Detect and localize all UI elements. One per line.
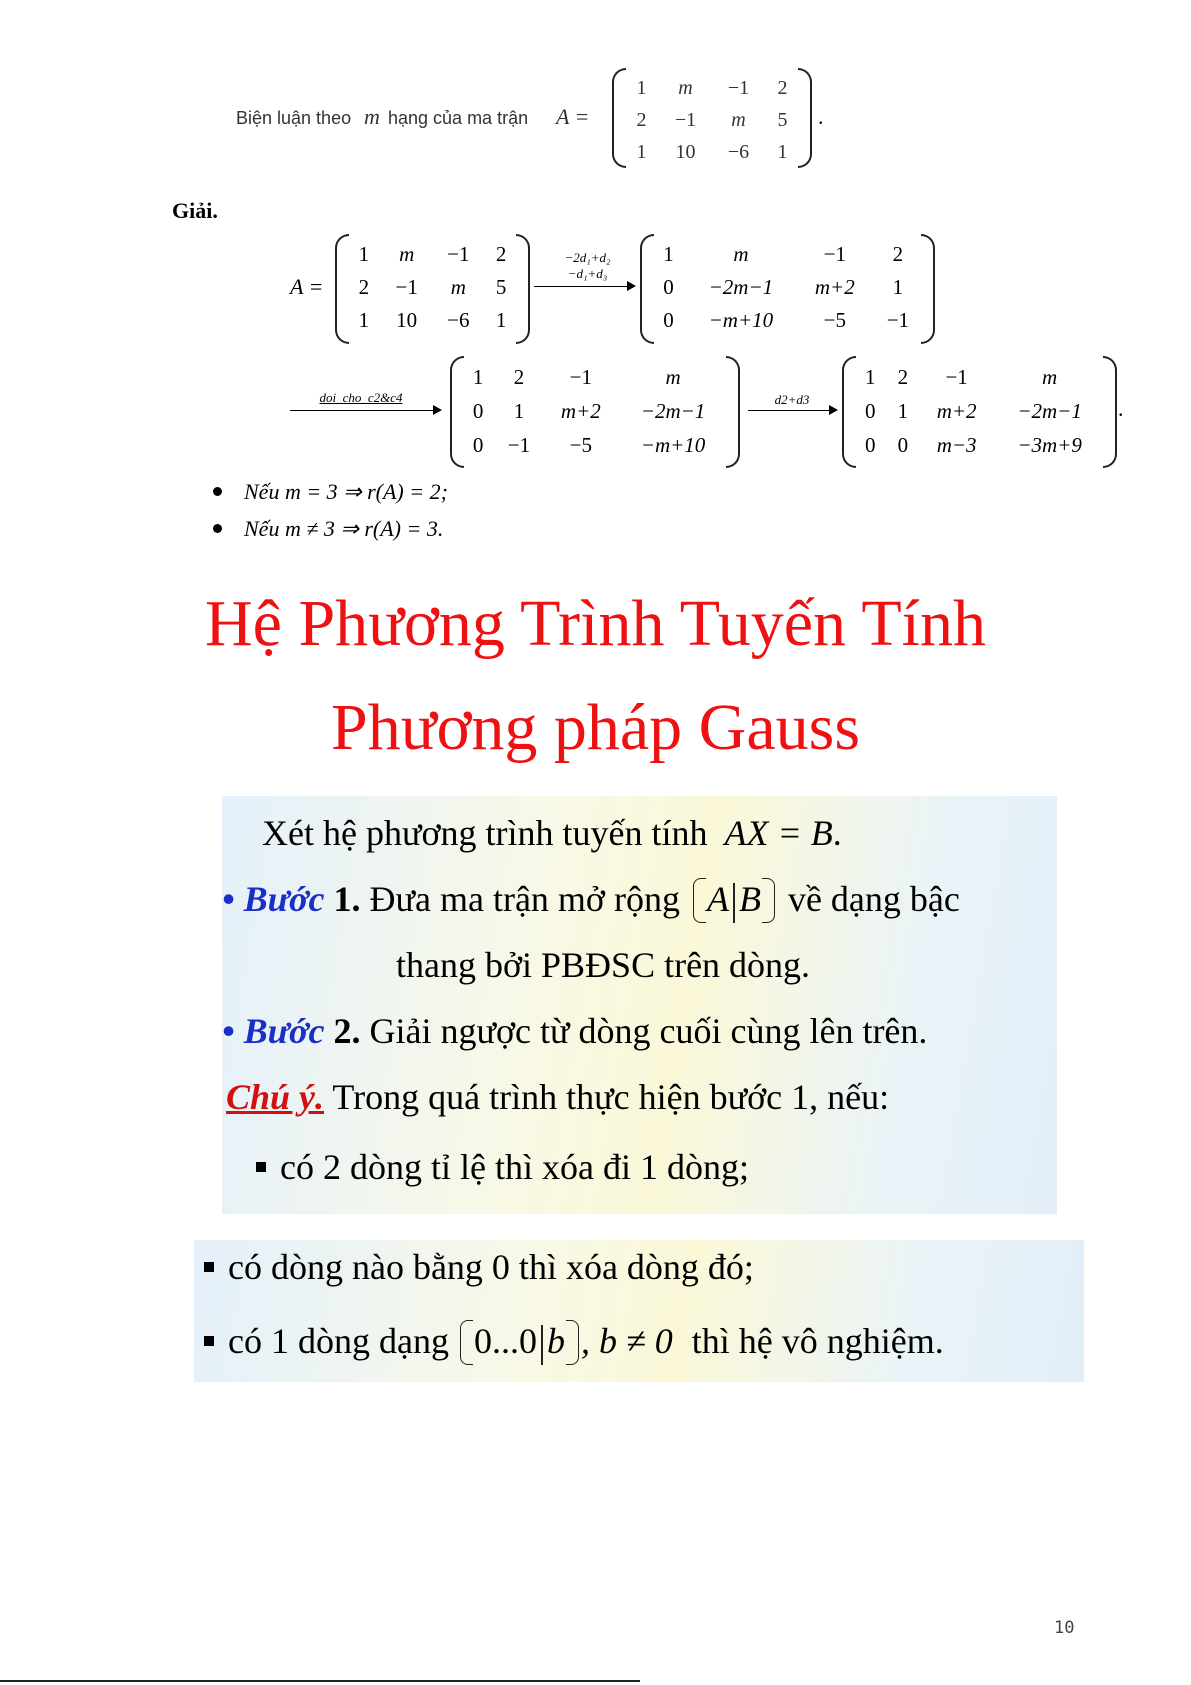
matrix-cell: 2 <box>636 109 647 131</box>
matrix-cell: m <box>399 242 415 266</box>
footer-rule <box>0 1680 640 1682</box>
gauss-method-panel <box>222 796 1057 1214</box>
step-1-number: 1. <box>333 879 361 919</box>
rhs-b: b <box>546 1321 565 1361</box>
case-1 <box>213 479 448 505</box>
solution-heading: Giải. <box>172 198 218 223</box>
op2-label: doi_cho_c2&c4 <box>319 390 403 405</box>
matrix-cell: 0 <box>663 308 674 332</box>
matrix-cell: 2 <box>892 242 904 266</box>
matrix-cell: 0 <box>897 433 909 457</box>
intro-text: Xét hệ phương trình tuyến tính <box>262 813 708 853</box>
matrix-cell: −1 <box>447 242 470 266</box>
step-1 <box>222 878 960 923</box>
matrix-cell: 1 <box>358 308 370 332</box>
section-subtitle: Phương pháp Gauss <box>331 691 860 764</box>
matrix-cell: 1 <box>777 141 788 163</box>
note-label: Chú ý. <box>226 1077 325 1117</box>
intro-end: . <box>832 813 842 853</box>
intro-equation: AX = B <box>724 813 833 853</box>
matrix-cell: −1 <box>507 433 531 457</box>
problem-var: m <box>364 104 380 129</box>
op1-bottom-label: −d₁+d₃ <box>567 266 608 281</box>
rule-3-condition: , b ≠ 0 <box>580 1321 673 1361</box>
matrix-cell: 0 <box>865 433 876 457</box>
rule-3-text: có 1 dòng dạng <box>228 1321 449 1361</box>
matrix-cell: m <box>1042 365 1058 389</box>
matrix-cell: −2m−1 <box>1017 399 1082 423</box>
solution-lhs: A = <box>290 274 324 299</box>
matrix-cell: 1 <box>897 399 909 423</box>
matrix-cell: 1 <box>358 242 370 266</box>
matrix-cell: 1 <box>636 77 647 99</box>
matrix-cell: 10 <box>675 141 696 163</box>
matrix-cell: m <box>731 109 746 131</box>
problem-matrix <box>612 68 812 168</box>
matrix-cell: 1 <box>636 141 647 163</box>
matrix-cell: −5 <box>823 308 846 332</box>
case-2 <box>213 516 443 542</box>
gauss-rules-panel <box>194 1240 1084 1382</box>
step-1-line-2: thang bởi PBĐSC trên dòng. <box>396 945 811 985</box>
matrix-cell: m <box>665 365 681 389</box>
matrix-cell: −1 <box>886 308 910 332</box>
case-2-text: Nếu m ≠ 3 ⇒ r(A) = 3. <box>244 516 444 541</box>
step-1-label: • Bước <box>222 879 325 919</box>
step-1-text-2: về dạng bậc <box>787 879 960 919</box>
matrix-B: B <box>738 879 761 919</box>
matrix-cell: 5 <box>495 275 507 299</box>
op3-label: d2+d3 <box>774 392 810 407</box>
step-2-text: Giải ngược từ dòng cuối cùng lên trên. <box>369 1011 928 1051</box>
matrix-cell: m+2 <box>936 399 977 423</box>
matrix-cell: 0 <box>472 433 484 457</box>
zero-row-matrix <box>460 1320 579 1365</box>
rule-1 <box>256 1146 749 1188</box>
problem-lhs: A = <box>556 104 590 129</box>
rule-3-text-2: thì hệ vô nghiệm. <box>691 1321 944 1361</box>
matrix-cell: m+2 <box>814 275 855 299</box>
intro-line <box>262 812 842 854</box>
matrix-cell: −1 <box>945 365 968 389</box>
op1-top-label: −2d₁+d₂ <box>564 250 611 265</box>
matrix-cell: −1 <box>727 77 750 99</box>
matrix-cell: −1 <box>674 109 697 131</box>
matrix-cell: −1 <box>395 275 418 299</box>
matrix-cell: 0 <box>663 275 674 299</box>
matrix-cell: 2 <box>358 275 370 299</box>
matrix-cell: m <box>450 275 466 299</box>
matrix-cell: −1 <box>823 242 846 266</box>
rule-1-text: có 2 dòng tỉ lệ thì xóa đi 1 dòng; <box>280 1147 749 1187</box>
note-line <box>226 1076 889 1118</box>
matrix-cell: 0 <box>472 399 484 423</box>
matrix-cell: −6 <box>447 308 470 332</box>
solution-end: . <box>1118 396 1124 421</box>
matrix-cell: 1 <box>495 308 507 332</box>
matrix-cell: m−3 <box>936 433 977 457</box>
case-1-text: Nếu m = 3 ⇒ r(A) = 2; <box>244 479 448 504</box>
matrix-cell: −2m−1 <box>708 275 774 299</box>
rule-2-text: có dòng nào bằng 0 thì xóa dòng đó; <box>228 1247 754 1287</box>
matrix-cell: 1 <box>513 399 525 423</box>
matrix-cell: −1 <box>569 365 593 389</box>
problem-text: Biện luận theo <box>236 108 352 128</box>
step-2-label: • Bước <box>222 1011 325 1051</box>
matrix-2 <box>640 234 935 344</box>
matrix-cell: 2 <box>897 365 909 389</box>
matrix-cell: −2m−1 <box>640 399 706 423</box>
matrix-A: A <box>706 879 729 919</box>
matrix-cell: −3m+9 <box>1017 433 1082 457</box>
matrix-1 <box>335 234 530 344</box>
matrix-cell: −6 <box>727 141 750 163</box>
matrix-cell: 5 <box>777 109 788 131</box>
matrix-3 <box>450 356 740 468</box>
page-number: 10 <box>1054 1618 1075 1638</box>
rule-3 <box>204 1320 944 1365</box>
problem-end: . <box>818 104 824 129</box>
step-2-number: 2. <box>333 1011 361 1051</box>
matrix-cell: 2 <box>495 242 507 266</box>
augmented-matrix <box>693 878 775 923</box>
matrix-cell: 2 <box>513 365 525 389</box>
matrix-cell: 1 <box>472 365 484 389</box>
matrix-4 <box>842 356 1117 468</box>
matrix-cell: m <box>678 77 693 99</box>
matrix-cell: 1 <box>865 365 876 389</box>
matrix-cell: 1 <box>892 275 904 299</box>
rule-2 <box>204 1246 754 1288</box>
matrix-cell: −m+10 <box>708 308 774 332</box>
section-title: Hệ Phương Trình Tuyến Tính <box>204 587 986 660</box>
step-2 <box>222 1010 927 1052</box>
matrix-cell: 0 <box>865 399 876 423</box>
zero-entries: 0...0 <box>473 1321 537 1361</box>
matrix-cell: 1 <box>663 242 674 266</box>
problem-text-2: hạng của ma trận <box>388 108 529 128</box>
note-text: Trong quá trình thực hiện bước 1, nếu: <box>332 1077 890 1117</box>
step-1-text: Đưa ma trận mở rộng <box>369 879 680 919</box>
matrix-cell: −m+10 <box>640 433 706 457</box>
matrix-cell: −5 <box>569 433 593 457</box>
matrix-cell: m+2 <box>560 399 601 423</box>
matrix-cell: 2 <box>777 77 788 99</box>
matrix-cell: m <box>733 242 749 266</box>
matrix-cell: 10 <box>396 308 418 332</box>
